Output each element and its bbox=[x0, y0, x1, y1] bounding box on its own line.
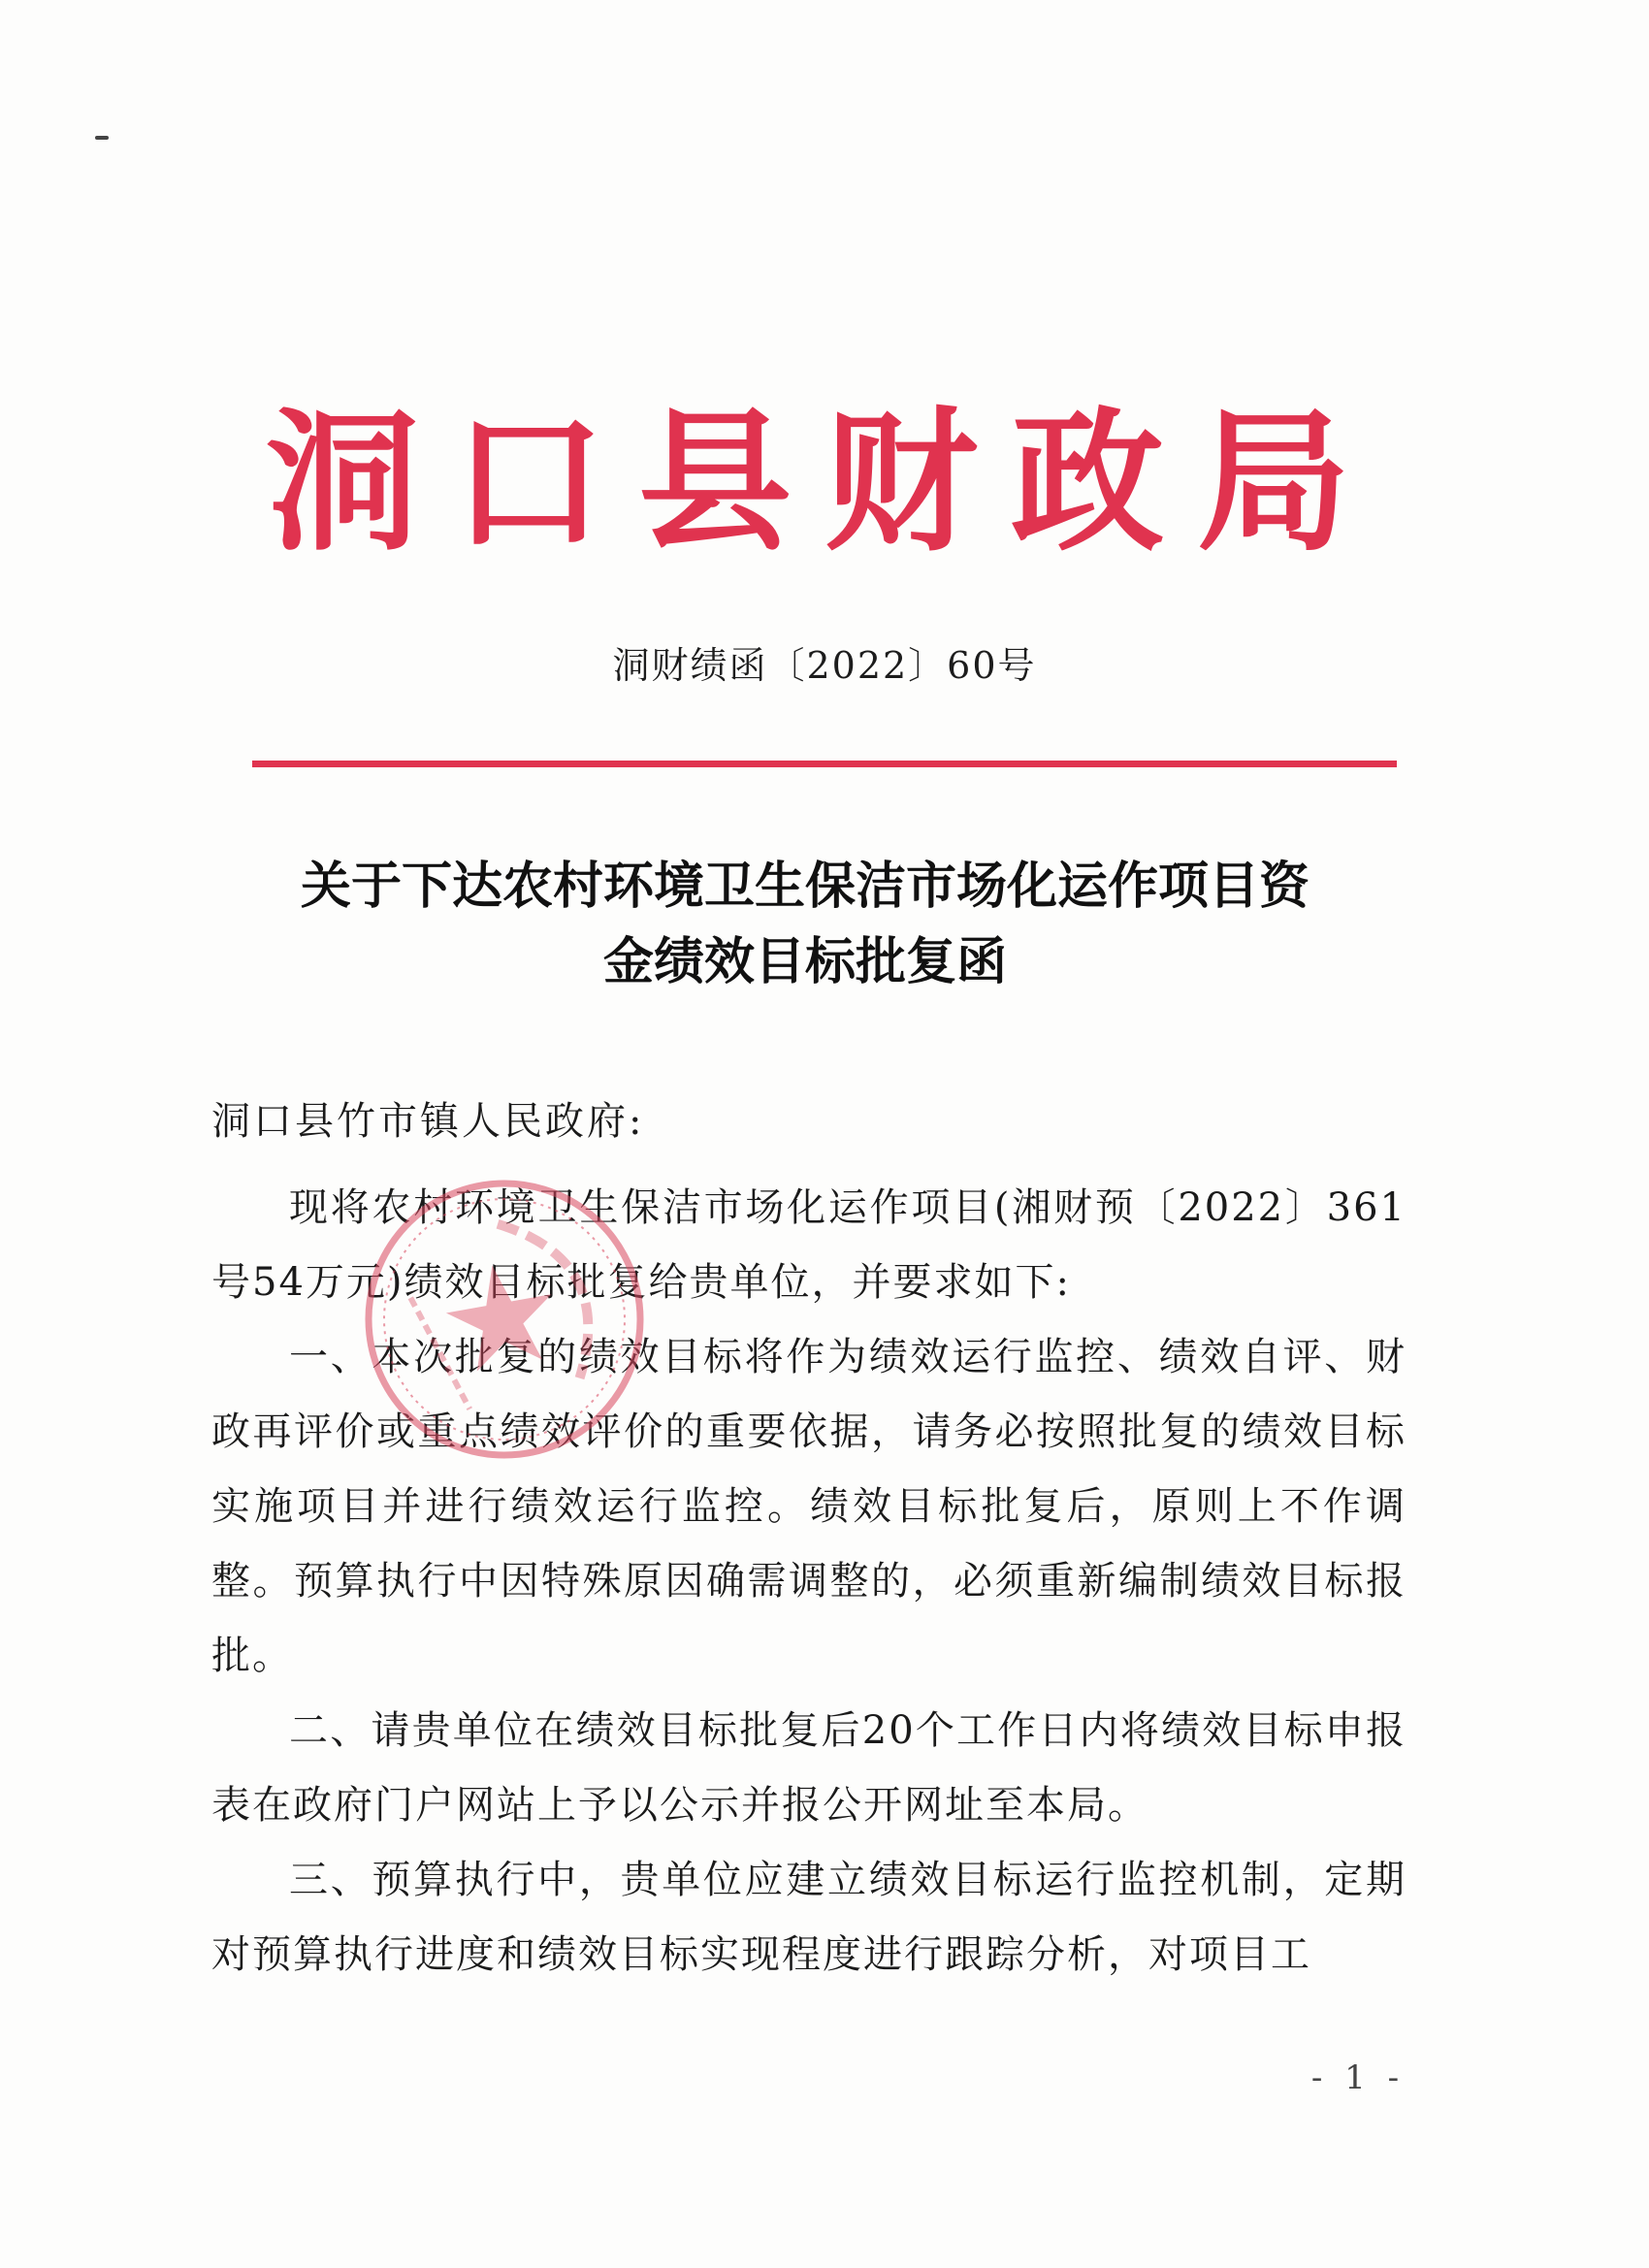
scan-speck bbox=[95, 136, 109, 140]
document-number: 洞财绩函〔2022〕60号 bbox=[612, 644, 1037, 687]
body-paragraph: 现将农村环境卫生保洁市场化运作项目(湘财预〔2022〕361号54万元)绩效目标批复给贵单位，并要求如下: bbox=[211, 1185, 1406, 1305]
issuing-authority-header: 洞口县财政局 bbox=[266, 393, 1383, 572]
document-title bbox=[209, 849, 1402, 1000]
red-divider-line bbox=[252, 761, 1397, 767]
page-number: - 1 - bbox=[1310, 2058, 1406, 2097]
body-paragraph: 二、请贵单位在绩效目标批复后20个工作日内将绩效目标申报表在政府门户网站上予以公示并报公开网址至本局。 bbox=[211, 1708, 1406, 1828]
document-title-line-1: 关于下达农村环境卫生保洁市场化运作项目资 bbox=[300, 857, 1310, 916]
body-paragraph: 一、本次批复的绩效目标将作为绩效运行监控、绩效自评、财政再评价或重点绩效评价的重要依据，请务必按照批复的绩效目标实施项目并进行绩效运行监控。绩效目标批复后，原则上不作调整。预算执行中因特殊原因确需调整的，必须重新编制绩效目标报批。 bbox=[211, 1335, 1406, 1678]
document-title-line-2: 金绩效目标批复函 bbox=[602, 932, 1007, 991]
recipient-line: 洞口县竹市镇人民政府: bbox=[211, 1099, 645, 1144]
body-paragraph: 三、预算执行中，贵单位应建立绩效目标运行监控机制，定期对预算执行进度和绩效目标实现程度进行跟踪分析，对项目工 bbox=[211, 1858, 1406, 1977]
